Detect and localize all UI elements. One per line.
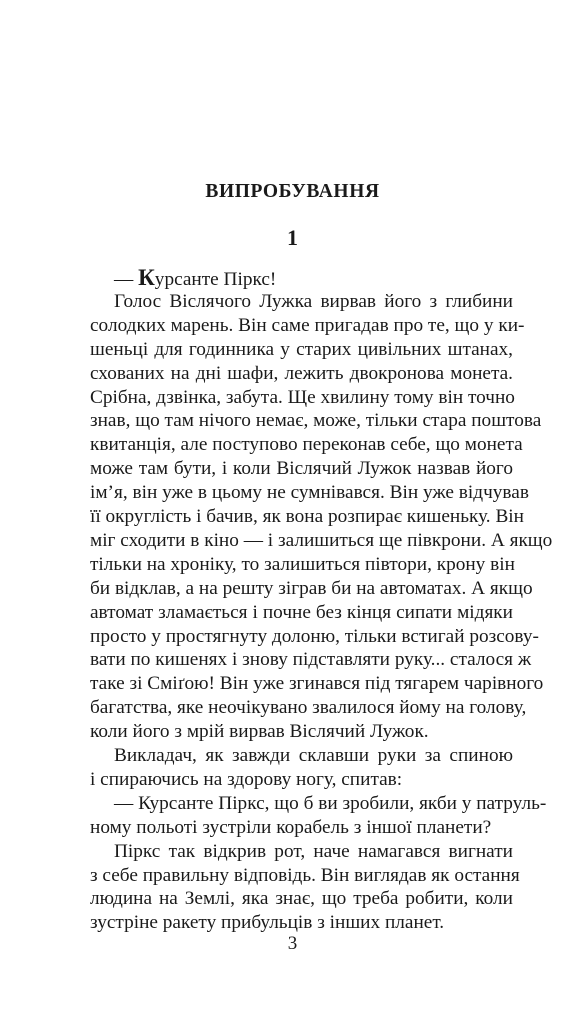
text-line: ім’я, він уже в цьому не сумнівався. Він уже відчував: [90, 482, 529, 504]
text-line: з себе правильну відповідь. Він виглядав як остання: [90, 864, 520, 886]
text-line: автомат зламається і почне без кінця сипати мідяки: [90, 601, 513, 623]
text-line: квитанція, але поступово переконав себе, що монета: [90, 434, 523, 456]
text-line: знав, що там нічого немає, може, тільки стара поштова: [90, 410, 542, 432]
text-line: солодких марень. Він саме пригадав про те, що у ки-: [90, 314, 525, 336]
text-line: шеньці для годинника у старих цивільних штанах,: [90, 338, 513, 360]
page-number: 3: [287, 933, 298, 954]
text-line: би відклав, а на решту зіграв би на автоматах. А якщо: [90, 577, 533, 599]
text-line: схованих на дні шафи, лежить двокронова монета.: [90, 362, 513, 384]
text-line: вати по кишенях і знову підставляти руку... сталося ж: [90, 649, 532, 671]
text-line: ному польоті зустріли корабель з іншої планети?: [90, 816, 492, 838]
text-line: [114, 266, 513, 290]
text-line: коли його з мрій вирвав Віслячий Лужок.: [90, 721, 429, 743]
text-line: тільки на хроніку, то залишиться півтори, крону він: [90, 553, 515, 575]
text-line: може там бути, і коли Віслячий Лужок назвав його: [90, 458, 513, 480]
text-line: її округлість і бачив, як вона розпирає кишеньку. Він: [90, 506, 524, 527]
text-line: Срібна, дзвінка, забута. Ще хвилину тому він точно: [90, 386, 515, 408]
dash: —: [114, 269, 139, 290]
text-line: — Курсанте Піркс, що б ви зробили, якби у патруль-: [114, 792, 547, 814]
text-line: Викладач, як завжди склавши руки за спиною: [114, 745, 513, 766]
text-line: зустріне ракету прибульців з інших планет.: [90, 912, 445, 934]
text-line: людина на Землі, яка знає, що треба робити, коли: [90, 888, 513, 910]
section-number: 1: [287, 225, 298, 250]
line-text: урсанте Піркс!: [154, 269, 277, 290]
text-line: Піркс так відкрив рот, наче намагався вигнати: [114, 840, 513, 862]
text-line: просто у простягнуту долоню, тільки встигай розсову-: [90, 625, 539, 647]
text-line: Голос Віслячого Лужка вирвав його з глибини: [114, 290, 513, 312]
text-line: міг сходити в кіно — і залишиться ще півкрони. А якщо: [90, 529, 553, 551]
chapter-title: ВИПРОБУВАННЯ: [205, 181, 380, 202]
text-line: і спираючись на здорову ногу, спитав:: [90, 768, 403, 790]
drop-letter: К: [138, 265, 155, 290]
text-line: багатства, яке неочікувано звалилося йому на голову,: [90, 697, 527, 719]
text-line: таке зі Сміґою! Він уже згинався під тягарем чарівного: [90, 673, 544, 695]
